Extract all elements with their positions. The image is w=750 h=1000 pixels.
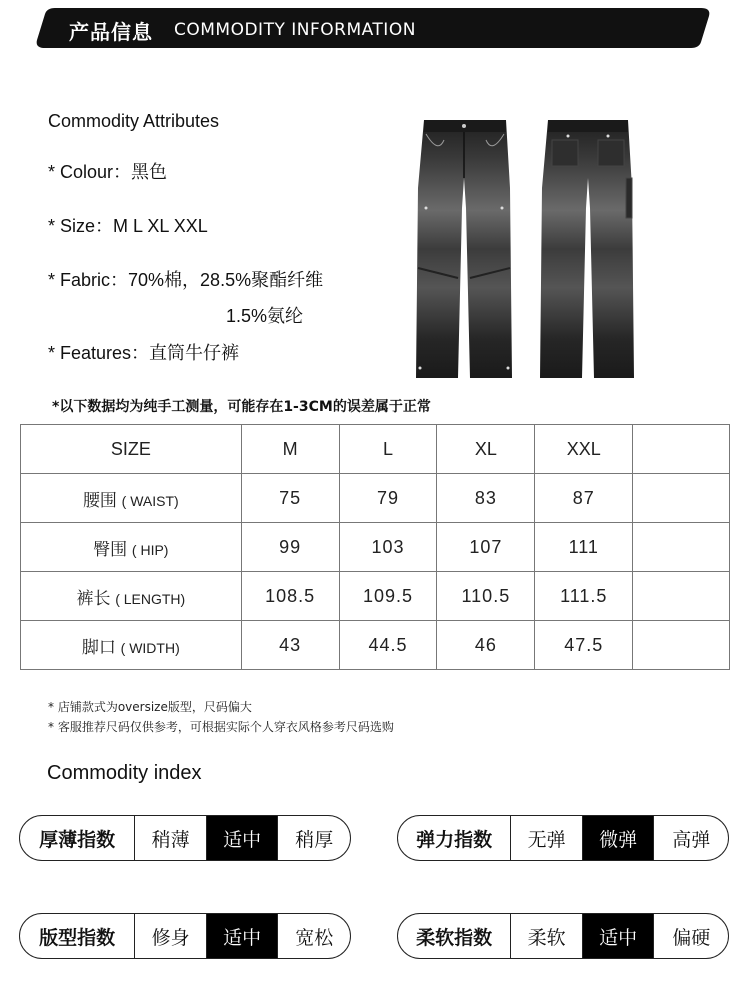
- row-label: [21, 523, 242, 572]
- index-label: 版型指数: [39, 926, 116, 949]
- attr-fabric: * Fabric：70%棉，28.5%聚酯纤维: [48, 270, 324, 290]
- index-option: 宽松: [277, 914, 350, 958]
- jeans-back-image: [538, 118, 638, 382]
- table-cell: 111.5: [535, 572, 633, 621]
- table-cell: 103: [339, 523, 437, 572]
- row-label-zh: 腰围: [82, 490, 117, 510]
- row-label-zh: 脚口: [81, 637, 116, 657]
- table-cell: 109.5: [339, 572, 437, 621]
- table-cell-empty: [633, 523, 730, 572]
- index-elasticity: [397, 815, 729, 861]
- attr-fabric-cont: 1.5%氨纶: [226, 306, 304, 326]
- row-label-en: ( HIP): [131, 541, 169, 558]
- index-option-selected: 微弹: [582, 816, 654, 860]
- index-fit: [19, 913, 351, 959]
- table-row: [21, 474, 730, 523]
- header-banner: [35, 8, 711, 48]
- jeans-front-image: [414, 118, 516, 382]
- row-label-zh: 裤长: [76, 588, 111, 608]
- table-cell: 79: [339, 474, 437, 523]
- table-row: [21, 523, 730, 572]
- index-option: 偏硬: [653, 914, 728, 958]
- index-title: Commodity index: [47, 762, 202, 784]
- index-option: 高弹: [653, 816, 728, 860]
- banner-title-en: COMMODITY INFORMATION: [174, 20, 416, 40]
- header-cell: XXL: [535, 425, 633, 474]
- banner-title-zh: 产品信息: [69, 20, 153, 44]
- index-option: 柔软: [510, 914, 582, 958]
- index-softness: [397, 913, 729, 959]
- attr-size: * Size：M L XL XXL: [48, 216, 208, 236]
- row-label-en: ( LENGTH): [115, 590, 186, 607]
- index-option-selected: 适中: [582, 914, 654, 958]
- table-cell: 99: [241, 523, 339, 572]
- index-option: 无弹: [510, 816, 582, 860]
- header-cell: [633, 425, 730, 474]
- index-option: 稍薄: [134, 816, 206, 860]
- row-label: [21, 474, 242, 523]
- table-row: [21, 572, 730, 621]
- row-label-en: ( WAIST): [121, 492, 179, 509]
- row-label-zh: 臀围: [93, 539, 128, 559]
- index-label: 柔软指数: [416, 926, 493, 949]
- table-row: [21, 621, 730, 670]
- index-option: 修身: [134, 914, 206, 958]
- table-cell: 46: [437, 621, 535, 670]
- row-label: [21, 572, 242, 621]
- table-cell: 107: [437, 523, 535, 572]
- table-cell-empty: [633, 474, 730, 523]
- attr-features: * Features：直筒牛仔裤: [48, 343, 240, 363]
- index-label: 厚薄指数: [39, 828, 116, 851]
- header-cell: SIZE: [21, 425, 242, 474]
- table-cell: 110.5: [437, 572, 535, 621]
- header-cell: L: [339, 425, 437, 474]
- footnote-recommend: * 客服推荐尺码仅供参考，可根据实际个人穿衣风格参考尺码选购: [48, 720, 394, 734]
- table-cell: 75: [241, 474, 339, 523]
- header-cell: M: [241, 425, 339, 474]
- table-cell-empty: [633, 572, 730, 621]
- index-option-selected: 适中: [206, 816, 278, 860]
- table-cell: 43: [241, 621, 339, 670]
- table-cell: 47.5: [535, 621, 633, 670]
- row-label-en: ( WIDTH): [120, 639, 180, 656]
- table-cell: 87: [535, 474, 633, 523]
- table-cell: 108.5: [241, 572, 339, 621]
- size-table-header: [21, 425, 730, 474]
- attr-colour: * Colour：黑色: [48, 162, 168, 182]
- size-table: [20, 424, 730, 670]
- table-cell: 111: [535, 523, 633, 572]
- row-label: [21, 621, 242, 670]
- table-cell: 44.5: [339, 621, 437, 670]
- index-option-selected: 适中: [206, 914, 278, 958]
- index-thickness: [19, 815, 351, 861]
- index-label: 弹力指数: [416, 828, 493, 851]
- header-cell: XL: [437, 425, 535, 474]
- attributes-title: Commodity Attributes: [48, 111, 220, 131]
- measurement-note: *以下数据均为纯手工测量，可能存在1-3CM的误差属于正常: [52, 399, 431, 415]
- footnote-oversize: * 店铺款式为oversize版型，尺码偏大: [48, 700, 252, 714]
- table-cell: 83: [437, 474, 535, 523]
- table-cell-empty: [633, 621, 730, 670]
- index-option: 稍厚: [277, 816, 350, 860]
